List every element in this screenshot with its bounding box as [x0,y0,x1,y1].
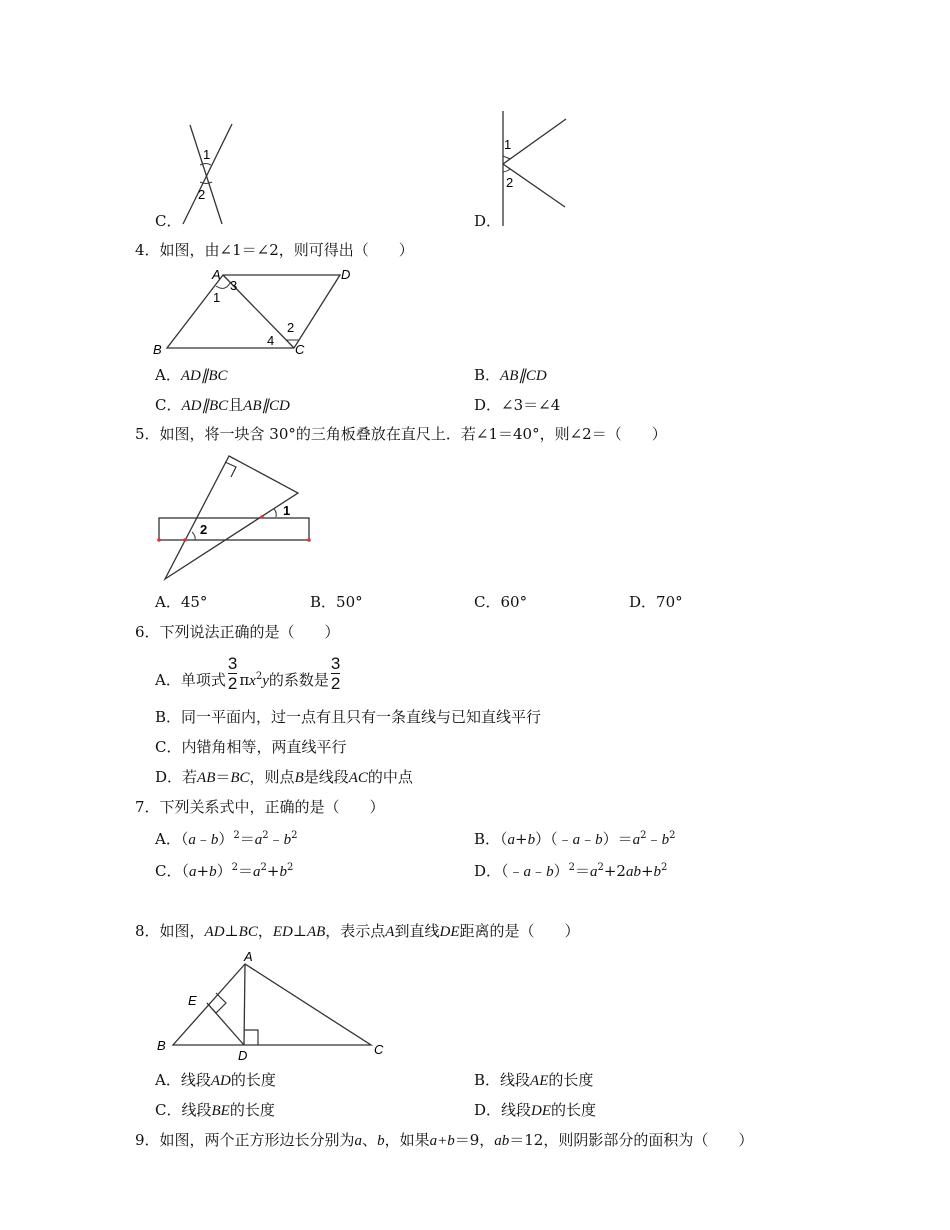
q4-option-b-text: AB∥CD [500,368,547,384]
q3d-angle-2: 2 [506,175,514,190]
q7-option-b [474,829,675,850]
q8-label-a: A [244,949,253,964]
q4-angle-3: 3 [230,278,238,293]
q4-option-b [474,365,547,386]
q8-stem-part: ⊥ [292,922,307,940]
q3c-angle-2: 2 [198,187,206,202]
q4-angle-2: 2 [287,320,295,335]
q9-stem-var: a+b [429,1133,455,1149]
q5-figure [152,452,322,587]
q8-option-c-post: 的长度 [229,1101,275,1119]
q8-stem-part: ⊥ [224,922,239,940]
q8-option-b-var: AE [530,1073,549,1089]
q3d-ray-upper [503,119,566,164]
q8-option-a-var: AD [210,1073,231,1089]
q8-option-b-post: 的长度 [548,1071,594,1089]
q3d-angle-arc-2 [503,169,510,172]
q6-option-a-pre: A．单项式 [155,671,226,689]
q9-stem-part: 、 [362,1131,378,1149]
q5-angle-2: 2 [200,522,208,537]
q9-stem-part: ＝9， [454,1131,495,1149]
q5-point-intersect-2 [183,538,187,542]
q6-option-a-mid: 的系数是 [268,671,329,689]
q9-stem-var: a [354,1133,363,1149]
q4-option-b-label: B． [474,366,501,384]
q8-stem-var: ED [272,924,293,940]
q4-stem: 4．如图，由∠1＝∠2，则可得出（ ） [135,241,414,259]
q6-fraction-1-numerator: 3 [227,653,238,673]
q8-option-d [474,1100,596,1121]
q6-option-b: B．同一平面内，过一点有且只有一条直线与已知直线平行 [155,708,542,726]
q7-option-b-label: B． [474,830,501,848]
q4-label-a: A [212,267,221,282]
q6-fraction-2-numerator: 3 [330,653,341,673]
q4-option-a-label: A． [155,366,181,384]
q8-label-b: B [157,1038,166,1053]
q8-stem-part: 到直线 [394,922,440,940]
q9-stem-var: b [377,1133,385,1149]
q6-fraction-1 [228,655,237,692]
q7-option-c [155,861,293,882]
q4-parallelogram [167,275,340,348]
q4-label-b: B [153,342,162,357]
q5-option-b: B．50° [310,593,363,611]
q5-angle-arc-2 [192,532,195,540]
q6-option-d-part: 是线段 [303,768,349,786]
q6-fraction-1-denominator: 2 [227,673,238,693]
q8-right-angle-mark-d [244,1030,258,1045]
q4-figure [150,262,365,357]
q6-option-d-var: AB [197,770,216,786]
q5-angle-1: 1 [283,503,291,518]
q3-figure-d [495,108,575,228]
q8-option-a [155,1070,276,1091]
q8-stem [135,921,580,942]
q7-option-d [474,861,667,882]
q3d-angle-1: 1 [504,137,512,152]
q3-option-c-label: C． [155,212,182,230]
q4-option-a-text: AD∥BC [180,368,228,384]
q8-option-b-pre: B．线段 [474,1071,531,1089]
q4-angle-4: 4 [267,333,275,348]
q4-option-d [474,395,560,415]
q5-point-intersect-1 [260,515,264,519]
q8-stem-part: ，表示点 [325,922,386,940]
q8-option-c [155,1100,275,1121]
q7-option-a-formula: $(a﹣b)^2=a^2﹣b^2$ [180,830,298,848]
q6-fraction-2 [331,655,340,692]
q4-angle-1: 1 [213,290,221,305]
q9-stem-part: ，如果 [384,1131,430,1149]
q4-option-c-post: AB∥CD [243,398,290,414]
q7-option-d-label: D． [474,862,502,880]
q8-stem-var: BC [238,924,258,940]
q8-option-a-pre: A．线段 [155,1071,211,1089]
q5-option-a: A．45° [155,593,208,611]
q8-stem-part: ， [257,922,273,940]
q8-stem-var: AD [204,924,225,940]
q5-angle-arc-1 [274,509,276,517]
q8-option-c-var: BE [211,1103,230,1119]
q8-option-b [474,1070,593,1091]
q6-option-c: C．内错角相等，两直线平行 [155,738,347,756]
q8-stem-var: DE [439,924,460,940]
q8-stem-var: AB [306,924,326,940]
q6-option-d-part: ＝ [215,768,231,786]
q8-stem-part: 8．如图， [135,922,205,940]
q6-option-d-var: B [294,770,304,786]
q4-option-c-mid: 且 [228,396,244,414]
q4-option-c-pre: AD∥BC [181,398,229,414]
q7-option-c-formula: $(a+b)^2=a^2+b^2$ [181,862,294,880]
q6-option-d-part: 的中点 [367,768,413,786]
q7-option-d-formula: $(﹣a﹣b)^2=a^2+2ab+b^2$ [501,862,668,880]
q3c-line-1 [190,125,222,224]
q8-option-d-post: 的长度 [551,1101,597,1119]
q5-point-right-bottom [307,538,311,542]
q7-option-a-label: A． [155,830,181,848]
q4-option-c-label: C． [155,396,182,414]
q8-option-a-post: 的长度 [230,1071,276,1089]
q3c-line-2 [183,124,232,224]
q8-option-d-var: DE [531,1103,552,1119]
q4-option-c [155,395,290,416]
q8-label-c: C [374,1042,384,1057]
q5-right-angle-mark [225,462,236,477]
q8-altitude-ad [244,964,245,1045]
q6-stem: 6．下列说法正确的是（ ） [135,623,340,641]
q3-figure-c [175,120,245,230]
q6-option-d-var: AC [348,770,368,786]
q7-option-a [155,829,298,850]
q4-label-c: C [295,342,305,357]
q4-angle-arc-1 [216,283,230,288]
q5-ruler [159,518,309,540]
q6-option-d [155,767,413,788]
q5-option-d: D．70° [629,593,683,611]
q8-stem-part: 距离的是（ ） [459,922,580,940]
q6-option-d-var: BC [230,770,250,786]
q4-option-d-text: ∠3＝∠4 [501,396,561,414]
q3c-angle-arc-1 [200,164,211,166]
q9-stem [135,1130,753,1151]
q8-label-e: E [188,993,197,1008]
q6-option-d-part: ，则点 [249,768,295,786]
q7-stem: 7．下列关系式中，正确的是（ ） [135,798,385,816]
q9-stem-part: 9．如图，两个正方形边长分别为 [135,1131,355,1149]
q9-stem-part: ＝12，则阴影部分的面积为（ ） [509,1131,754,1149]
q7-option-c-label: C． [155,862,182,880]
q3c-angle-1: 1 [203,147,211,162]
q3-option-d-label: D． [474,212,502,230]
q8-stem-var: A [385,924,395,940]
q5-stem: 5．如图，将一块含 30°的三角板叠放在直尺上．若∠1＝40°，则∠2＝（ ） [135,425,667,443]
q3d-angle-arc-1 [503,156,510,159]
q4-label-d: D [341,267,351,282]
q8-label-d: D [238,1048,248,1063]
q6-option-a [155,652,342,694]
q8-figure [152,946,392,1064]
q3c-angle-arc-2 [200,182,212,184]
q9-stem-var: ab [494,1133,510,1149]
q5-option-c: C．60° [474,593,528,611]
q4-option-d-label: D． [474,396,502,414]
q8-option-c-pre: C．线段 [155,1101,212,1119]
q8-triangle-abc [173,964,371,1045]
q6-monomial: $\pi x^2y$ [239,670,269,689]
q5-point-left-top [157,538,161,542]
q4-option-a [155,365,228,386]
q6-fraction-2-denominator: 2 [330,673,341,693]
q6-option-d-part: D．若 [155,768,198,786]
q8-option-d-pre: D．线段 [474,1101,532,1119]
q7-option-b-formula: $(a+b)(﹣a﹣b)=a^2﹣b^2$ [500,830,676,848]
